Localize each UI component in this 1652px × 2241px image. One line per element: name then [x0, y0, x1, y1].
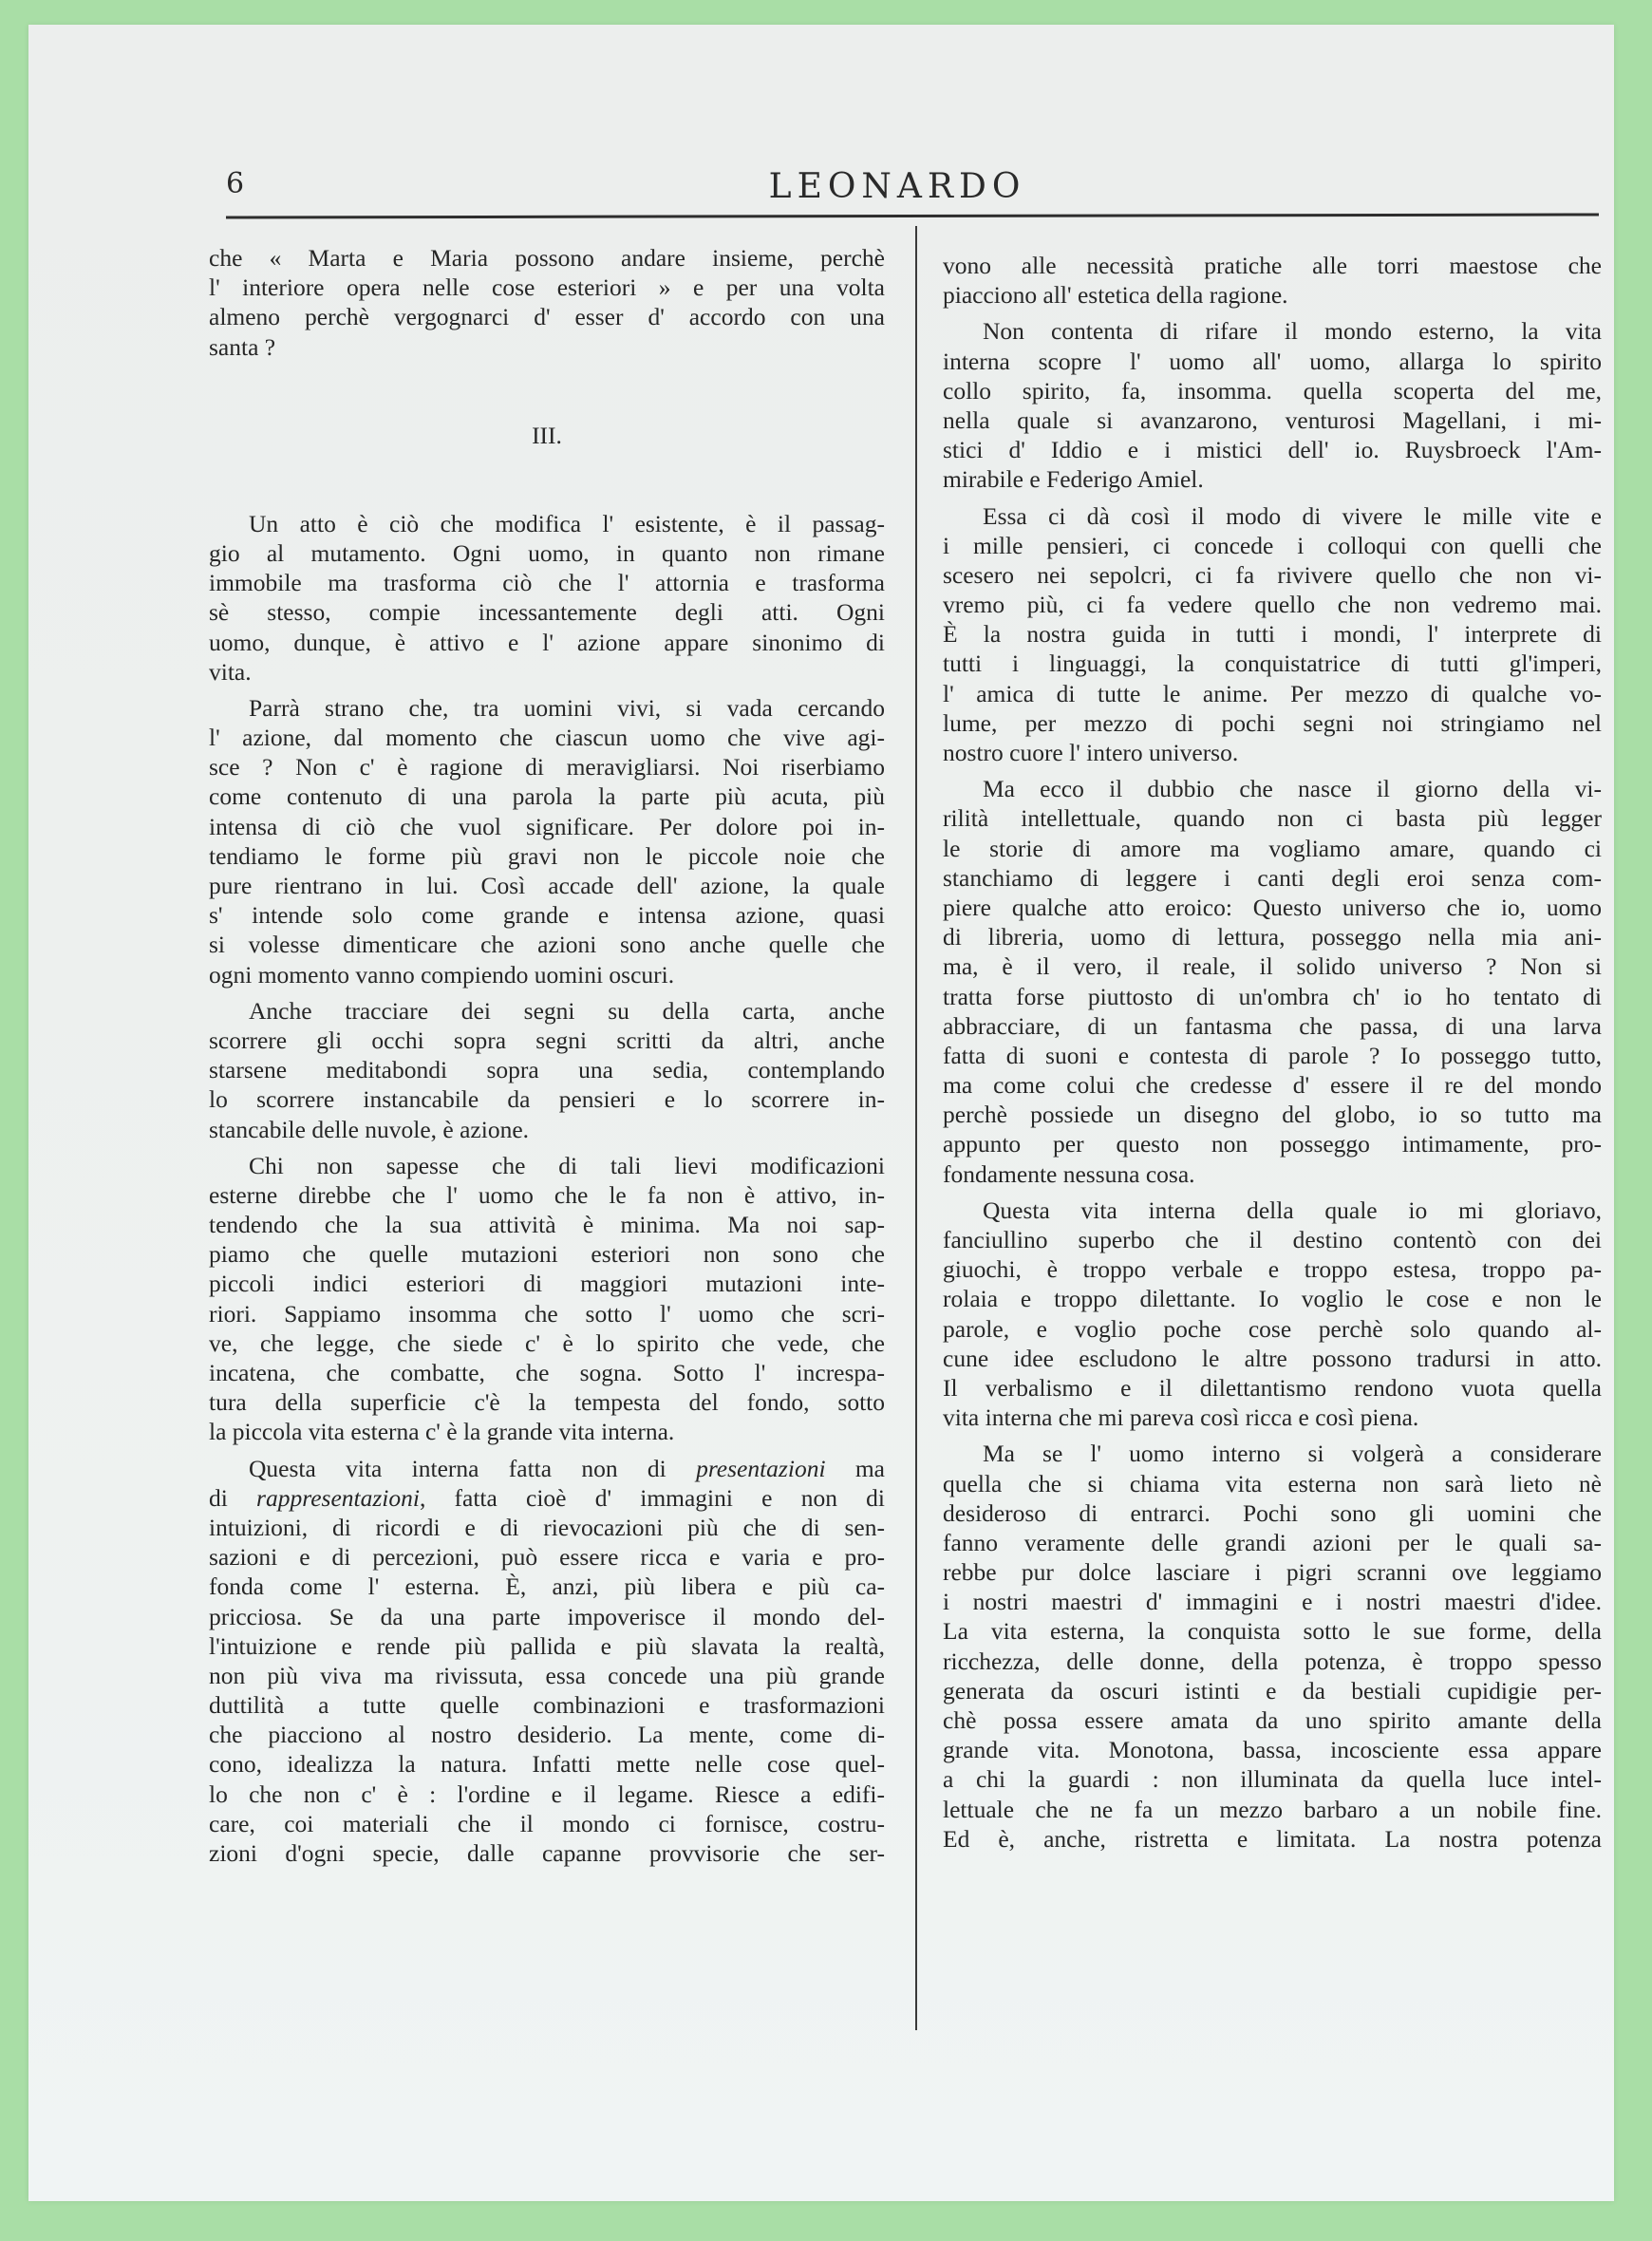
- text-line: cune idee escludono le altre possono tradursi in atto.: [943, 1344, 1602, 1372]
- text-line: mirabile e Federigo Amiel.: [943, 465, 1204, 494]
- text-line: fondamente nessuna cosa.: [943, 1159, 1195, 1188]
- text-line: che piacciono al nostro desiderio. La mente, come di-: [209, 1721, 885, 1749]
- text-line: le storie di amore ma vogliamo amare, quando ci: [943, 834, 1602, 862]
- text-line: di libreria, uomo di lettura, posseggo nella mia ani-: [943, 923, 1602, 951]
- text-line: care, coi materiali che il mondo ci fornisce, costru-: [209, 1809, 885, 1837]
- text-line: tutti i linguaggi, la conquistatrice di tutti gl'imperi,: [943, 650, 1602, 678]
- text-line: a chi la guardi : non illuminata da quella luce intel-: [943, 1765, 1602, 1794]
- text-line: che « Marta e Maria possono andare insieme, perchè: [209, 244, 885, 272]
- text-line: immobile ma trasforma ciò che l' attornia e trasforma: [209, 569, 885, 597]
- text-line: piere qualche atto eroico: Questo universo che io, uomo: [943, 893, 1602, 921]
- text-line: tratta forse piuttosto di un'ombra ch' io ho tentato di: [943, 982, 1602, 1010]
- text-line: riori. Sappiamo insomma che sotto l' uomo che scri-: [209, 1299, 885, 1328]
- text-line: pricciosa. Se da una parte impoverisce il mondo del-: [209, 1602, 885, 1630]
- column-divider: [915, 226, 917, 2030]
- text-line: grande vita. Monotona, bassa, incosciente essa appare: [943, 1736, 1602, 1764]
- text-line: lo che non c' è : l'ordine e il legame. Riesce a edifi-: [209, 1780, 885, 1808]
- journal-page: [28, 25, 1614, 2201]
- text-line: nostro cuore l' intero universo.: [943, 739, 1239, 766]
- text-line: rolaia e troppo dilettante. Io voglio le cose e non le: [943, 1285, 1602, 1313]
- text-line: appunto per questo non posseggo intimamente, pro-: [943, 1130, 1602, 1158]
- text-line: fanciullino superbo che il destino contentò con dei: [943, 1226, 1602, 1253]
- text-line: desideroso di entrarci. Pochi sono gli uomini che: [943, 1498, 1602, 1527]
- text-line: Un atto è ciò che modifica l' esistente, è il passag-: [249, 509, 885, 537]
- text-line: vita.: [209, 657, 252, 686]
- text-line: si volesse dimenticare che azioni sono anche quelle che: [209, 931, 885, 959]
- text-line: vita interna che mi pareva così ricca e così piena.: [943, 1403, 1419, 1432]
- text-line: chè possa essere amata da uno spirito amante della: [943, 1706, 1602, 1734]
- text-line: santa ?: [209, 332, 276, 361]
- text-line: vremo più, ci fa vedere quello che non vedremo mai.: [943, 591, 1602, 619]
- text-line: giuochi, è troppo verbale e troppo estesa, troppo pa-: [943, 1255, 1602, 1284]
- text-line: piacciono all' estetica della ragione.: [943, 281, 1288, 310]
- text-line: zioni d'ogni specie, dalle capanne provvisorie che ser-: [209, 1839, 885, 1867]
- paragraph: [943, 251, 1602, 310]
- text-line: uomo, dunque, è attivo e l' azione appare sinonimo di: [209, 628, 885, 656]
- intro-paragraph: [209, 243, 885, 362]
- text-line: interna scopre l' uomo all' uomo, allarga lo spirito: [943, 347, 1602, 375]
- text-line: come contenuto di una parola la parte più acuta, più: [209, 782, 885, 811]
- text-line: ogni momento vanno compiendo uomini oscuri.: [209, 960, 675, 989]
- text-line: intensa di ciò che vuol significare. Per dolore poi in-: [209, 812, 885, 840]
- text-line: cono, idealizza la natura. Infatti mette nelle cose quel-: [209, 1750, 885, 1779]
- text-line: ma, è il vero, il reale, il solido universo ? Non si: [943, 952, 1602, 981]
- text-line: Ma se l' uomo interno si volgerà a considerare: [983, 1440, 1602, 1468]
- text-line: Il verbalismo e il dilettantismo rendono vuota quella: [943, 1373, 1602, 1402]
- text-line: Chi non sapesse che di tali lievi modificazioni: [249, 1151, 885, 1179]
- text-line: tendiamo le forme più gravi non le piccole noie che: [209, 841, 885, 870]
- text-line: Anche tracciare dei segni su della carta, anche: [249, 996, 885, 1025]
- text-line: i nostri maestri d' immagini e i nostri maestri d'idee.: [943, 1588, 1602, 1616]
- text-line: fanno veramente delle grandi azioni per le quali sa-: [943, 1528, 1602, 1556]
- text-line: rebbe pur dolce lasciare i pigri scranni ove leggiamo: [943, 1558, 1602, 1587]
- text-line: i mille pensieri, ci concede i colloqui con quelli che: [943, 531, 1602, 559]
- paragraph: [209, 1151, 885, 1447]
- right-column: [943, 251, 1602, 1854]
- text-line: vono alle necessità pratiche alle torri maestose che: [943, 252, 1602, 279]
- text-line: di rappresentazioni, fatta cioè d' immagini e non di: [209, 1483, 885, 1512]
- paragraph: [943, 1196, 1602, 1433]
- text-line: l'intuizione e rende più pallida e più slavata la realtà,: [209, 1631, 885, 1660]
- text-line: ricchezza, delle donne, della potenza, è troppo spesso: [943, 1647, 1602, 1675]
- text-line: almeno perchè vergognarci d' esser d' accordo con una: [209, 303, 885, 331]
- paragraph: [943, 316, 1602, 494]
- text-line: Parrà strano che, tra uomini vivi, si vada cercando: [249, 693, 885, 722]
- italic-term: rappresentazioni: [256, 1483, 420, 1512]
- text-line: starsene meditabondi sopra una sedia, contemplando: [209, 1056, 885, 1084]
- text-line: sce ? Non c' è ragione di meravigliarsi. Noi riserbiamo: [209, 753, 885, 782]
- text-line: rilità intellettuale, quando non ci basta più legger: [943, 804, 1602, 833]
- text-line: ma come colui che credesse d' essere il re del mondo: [943, 1071, 1602, 1100]
- text-line: tura della superficie c'è la tempesta del fondo, sotto: [209, 1388, 885, 1417]
- text-line: È la nostra guida in tutti i mondi, l' interprete di: [943, 620, 1602, 649]
- text-line: s' intende solo come grande e intensa azione, quasi: [209, 901, 885, 930]
- text-line: sazioni e di percezioni, può essere ricca e varia e pro-: [209, 1543, 885, 1572]
- text-line: fonda come l' esterna. È, anzi, più libera e più ca-: [209, 1572, 885, 1601]
- text-line: lettuale che ne fa un mezzo barbaro a un nobile fine.: [943, 1795, 1602, 1823]
- text-line: quella che si chiama vita esterna non sarà lieto nè: [943, 1469, 1602, 1497]
- paragraph: [943, 774, 1602, 1189]
- paragraph: [943, 1439, 1602, 1854]
- paragraph: [943, 501, 1602, 768]
- text-line: generata da oscuri istinti e da bestiali cupidigie per-: [943, 1676, 1602, 1704]
- text-line: Non contenta di rifare il mondo esterno, la vita: [983, 317, 1602, 346]
- text-line: esterne direbbe che l' uomo che le fa non è attivo, in-: [209, 1180, 885, 1209]
- text-line: l' azione, dal momento che ciascun uomo che vive agi-: [209, 724, 885, 752]
- text-line: duttilità a tutte quelle combinazioni e trasformazioni: [209, 1691, 885, 1720]
- text-line: perchè possiede un disegno del globo, io so tutto ma: [943, 1101, 1602, 1129]
- text-line: Ed è, anche, ristretta e limitata. La nostra potenza: [943, 1824, 1602, 1853]
- text-line: Essa ci dà così il modo di vivere le mille vite e: [983, 501, 1602, 530]
- section-number: III.: [532, 421, 562, 449]
- italic-term: presentazioni: [696, 1454, 826, 1482]
- text-line: collo spirito, fa, insomma. quella scoperta del me,: [943, 376, 1602, 405]
- text-line: piccoli indici esteriori di maggiori mutazioni inte-: [209, 1270, 885, 1298]
- text-line: pure rientrano in lui. Così accade dell' azione, la quale: [209, 872, 885, 899]
- text-line: incatena, che combatte, che sogna. Sotto l' increspa-: [209, 1359, 885, 1386]
- paragraph: [209, 996, 885, 1144]
- text-line: lume, per mezzo di pochi segni noi stringiamo nel: [943, 708, 1602, 737]
- paragraph: [209, 1454, 885, 1869]
- running-head: [199, 167, 1595, 215]
- text-line: tendendo che la sua attività è minima. Ma noi sap-: [209, 1211, 885, 1239]
- text-line: l' amica di tutte le anime. Per mezzo di qualche vo-: [943, 679, 1602, 707]
- text-line: parole, e voglio poche cose perchè solo quando al-: [943, 1314, 1602, 1343]
- right-column-body: [943, 251, 1602, 1854]
- text-line: l' interiore opera nelle cose esteriori » e per una volta: [209, 273, 885, 302]
- paragraph: [209, 509, 885, 687]
- text-line: stancabile delle nuvole, è azione.: [209, 1115, 530, 1143]
- text-line: non più viva ma rivissuta, essa concede una più grande: [209, 1661, 885, 1689]
- text-line: Ma ecco il dubbio che nasce il giorno della vi-: [983, 775, 1602, 803]
- text-line: stanchiamo di leggere i canti degli eroi senza com-: [943, 863, 1602, 892]
- page-number: 6: [226, 167, 245, 200]
- left-column: [209, 243, 885, 1868]
- text-line: piamo che quelle mutazioni esteriori non sono che: [209, 1240, 885, 1269]
- text-line: lo scorrere instancabile da pensieri e lo scorrere in-: [209, 1085, 885, 1114]
- text-line: scorrere gli occhi sopra segni scritti da altri, anche: [209, 1026, 885, 1054]
- text-line: abbracciare, di un fantasma che passa, di una larva: [943, 1011, 1602, 1040]
- text-line: sè stesso, compie incessantemente degli atti. Ogni: [209, 598, 885, 627]
- text-line: fatta di suoni e contesta di parole ? Io posseggo tutto,: [943, 1041, 1602, 1069]
- journal-title: LEONARDO: [768, 167, 1026, 206]
- text-line: Questa vita interna della quale io mi gloriavo,: [983, 1196, 1602, 1224]
- text-line: la piccola vita esterna c' è la grande vita interna.: [209, 1418, 675, 1446]
- text-line: stici d' Iddio e i mistici dell' io. Ruysbroeck l'Am-: [943, 436, 1602, 464]
- paragraph: [209, 693, 885, 989]
- left-column-body: [209, 509, 885, 1868]
- text-line: Questa vita interna fatta non di presentazioni ma: [249, 1454, 885, 1482]
- text-line: gio al mutamento. Ogni uomo, in quanto non rimane: [209, 538, 885, 567]
- text-line: intuizioni, di ricordi e di rievocazioni più che di sen-: [209, 1513, 885, 1541]
- text-line: ve, che legge, che siede c' è lo spirito che vede, che: [209, 1328, 885, 1357]
- text-line: nella quale si avanzarono, venturosi Magellani, i mi-: [943, 405, 1602, 434]
- text-line: scesero nei sepolcri, ci fa rivivere quello che non vi-: [943, 560, 1602, 589]
- text-line: La vita esterna, la conquista sotto le sue forme, della: [943, 1617, 1602, 1646]
